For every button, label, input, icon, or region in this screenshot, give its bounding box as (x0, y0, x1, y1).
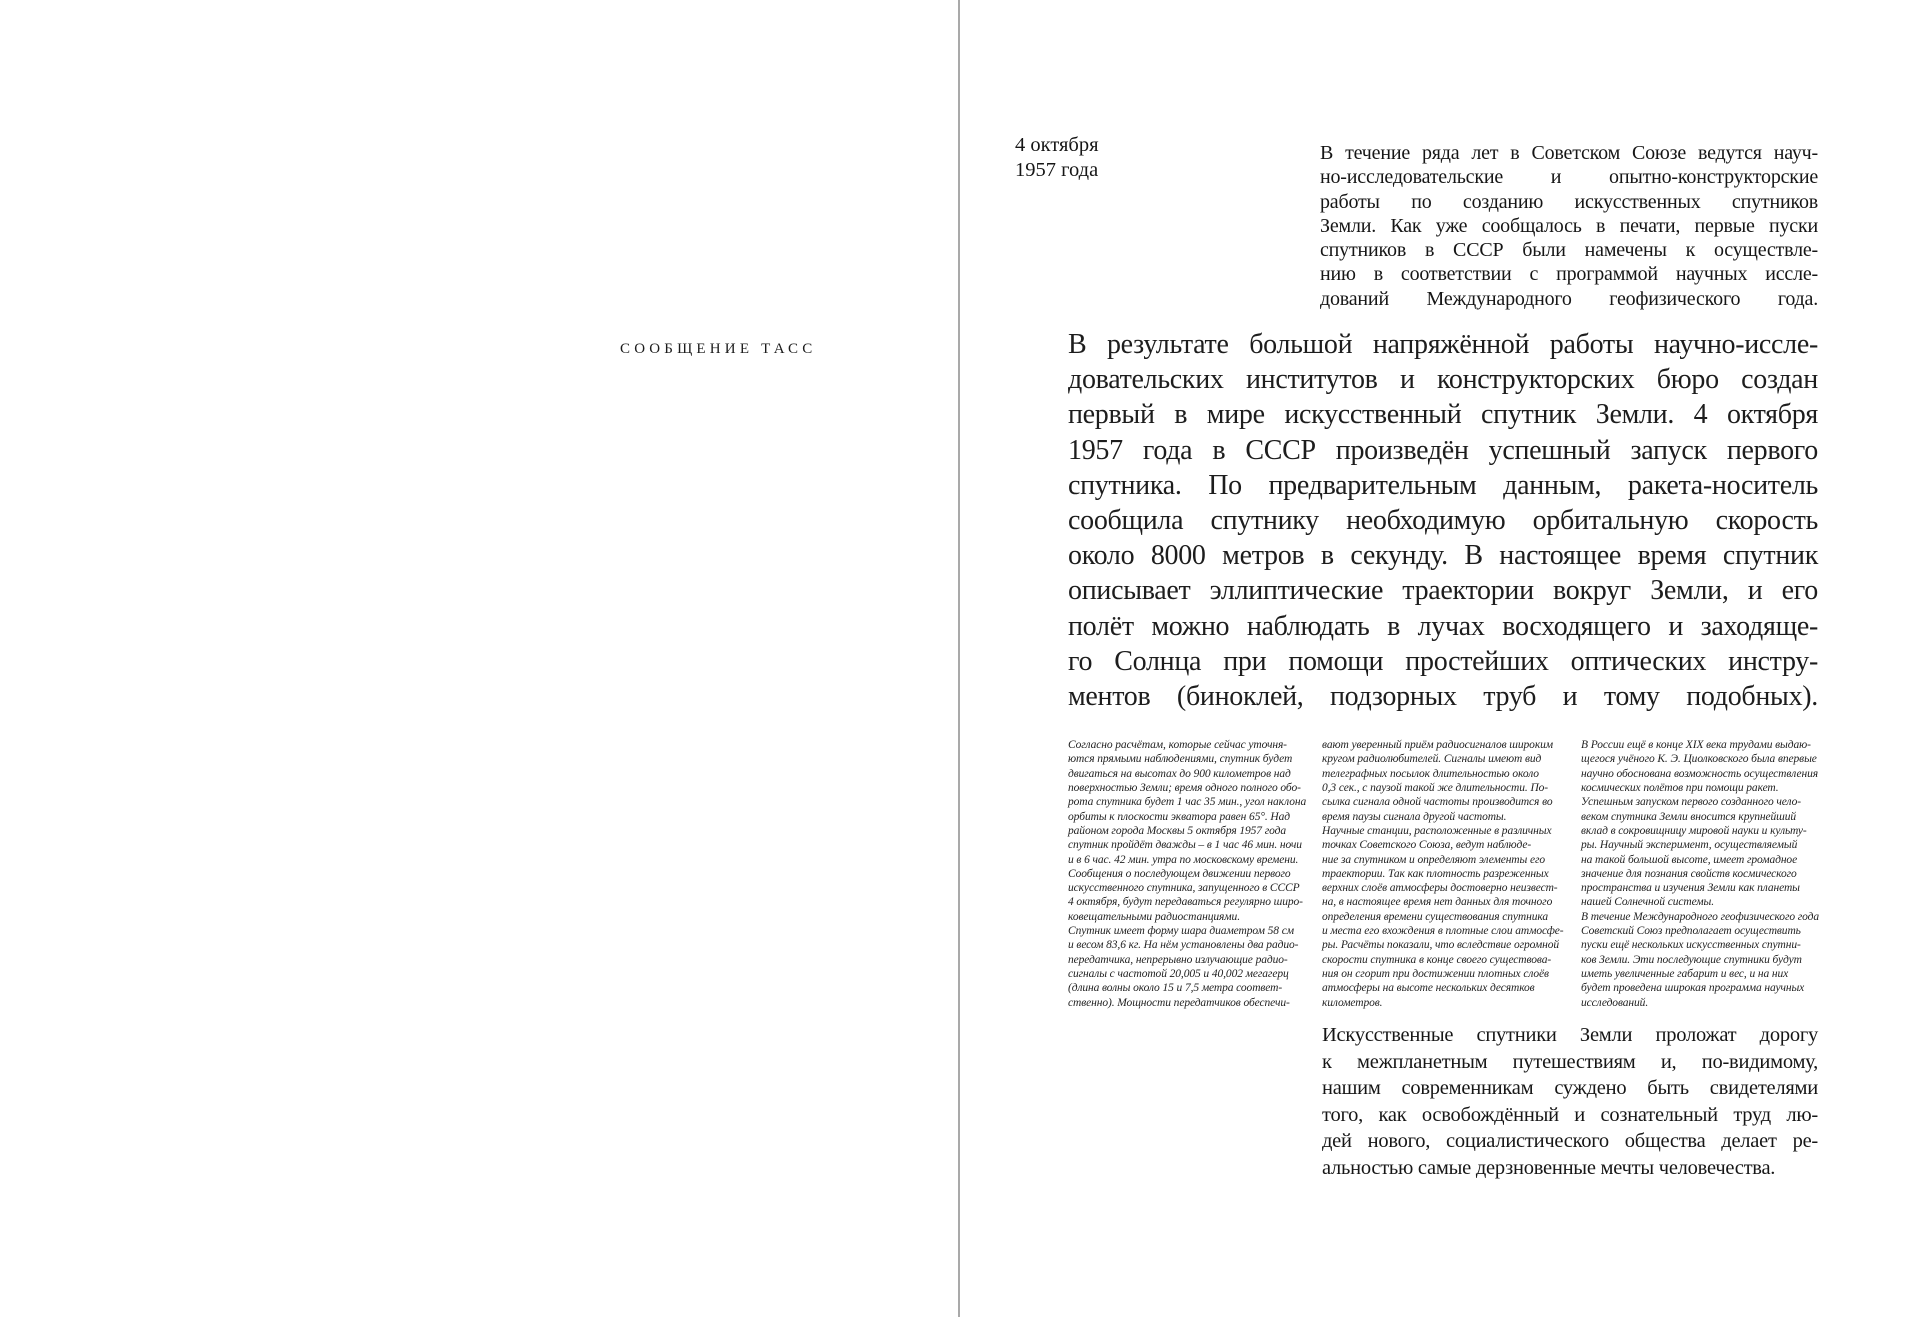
text-line: время паузы сигнала другой частоты. (1322, 810, 1507, 823)
text-line: В течение Международного геофизического года (1581, 910, 1820, 923)
text-line: веком спутника Земли вносится крупнейший (1581, 810, 1796, 823)
text-line: Успешным запуском первого созданного чело- (1581, 796, 1801, 809)
text-line: спутник пройдёт дважды – в 1 час 46 мин. ночи (1068, 839, 1302, 852)
text-line: научно обоснована возможность осуществления (1581, 767, 1818, 780)
text-line: значение для познания свойств космического (1581, 867, 1797, 880)
text-line: ние за спутником и определяют элементы его (1322, 853, 1546, 866)
text-line: В течение ряда лет в Советском Союзе ведутся науч- (1320, 142, 1818, 164)
text-line: 1957 года в СССР произведён успешный запуск первого (1068, 434, 1818, 466)
text-line: щегося учёного К. Э. Циолковского была впервые (1581, 753, 1817, 766)
text-line: ния он сгорит при достижении плотных слоёв (1322, 968, 1549, 980)
text-line: ры. Расчёты показали, что вследствие огромной (1322, 939, 1560, 952)
text-line: но-исследовательские и опытно-конструкторские (1320, 166, 1818, 189)
text-line: того, как освобождённый и сознательный труд лю- (1322, 1103, 1818, 1126)
text-line: работы по созданию искусственных спутников (1320, 190, 1818, 213)
text-line: и весом 83,6 кг. На нём установлены два радио- (1068, 939, 1299, 952)
text-line: кругом радиолюбителей. Сигналы имеют вид (1322, 753, 1542, 766)
text-line: Советский Союз предполагает осуществить (1581, 925, 1801, 938)
text-line: нашим современникам суждено быть свидетелями (1322, 1077, 1818, 1100)
tass-report-heading: СООБЩЕНИЕ ТАСС (620, 341, 817, 357)
text-line: атмосферы на высоте нескольких десятков (1322, 982, 1535, 995)
text-line: 4 октября (1015, 134, 1099, 156)
text-line: ственно). Мощности передатчиков обеспечи- (1068, 996, 1290, 1009)
closing-paragraph (1322, 1022, 1818, 1182)
text-line: сигналы с частотой 20,005 и 40,002 мегагерц (1068, 968, 1289, 980)
text-line: скорости спутника в конце своего существова- (1322, 953, 1552, 966)
text-line: километров. (1322, 996, 1383, 1009)
text-line: сылка сигнала одной частоты производится во (1322, 796, 1553, 809)
text-line: Сообщения о последующем движении первого (1068, 867, 1291, 880)
text-line: космических полётов при помощи ракет. (1581, 781, 1779, 794)
text-line: Согласно расчётам, которые сейчас уточня- (1068, 739, 1287, 751)
text-line: и места его вхождения в плотные слои атмосфе- (1322, 925, 1564, 938)
text-line: нию в соответствии с программой научных иссле- (1320, 263, 1818, 286)
text-line: точках Советского Союза, ведут наблюде- (1322, 839, 1532, 852)
text-line: телеграфных посылок длительностью около (1322, 767, 1539, 780)
text-line: В России ещё в конце XIX века трудами выдаю- (1581, 739, 1811, 751)
text-line: спутника. По предварительным данным, ракета-носитель (1068, 469, 1818, 501)
text-line: нашей Солнечной системы. (1581, 896, 1715, 909)
text-line: Искусственные спутники Земли проложат дорогу (1322, 1024, 1818, 1046)
text-line: ментов (биноклей, подзорных труб и тому подобных). (1068, 681, 1818, 713)
text-line: на, в настоящее время нет данных для точного (1322, 896, 1553, 909)
text-line: рота спутника будет 1 час 35 мин., угол наклона (1068, 796, 1307, 809)
text-line: спутников в СССР были намечены к осуществле- (1320, 239, 1818, 262)
intro-paragraph (1320, 141, 1818, 311)
text-line: поверхностью Земли; время одного полного обо- (1068, 781, 1301, 794)
text-line: Научные станции, расположенные в различных (1322, 824, 1552, 837)
text-line: 0,3 сек., с паузой такой же длительности. По- (1322, 781, 1549, 794)
text-line: ковещательными радиостанциями. (1068, 910, 1240, 923)
lead-paragraph (1068, 327, 1818, 714)
text-line: вклад в сокровищницу мировой науки и культу- (1581, 824, 1807, 837)
text-line: ются прямыми наблюдениями, спутник будет (1068, 753, 1293, 766)
text-line: иметь увеличенные габарит и вес, и на них (1581, 968, 1789, 980)
text-line: ры. Научный эксперимент, осуществляемый (1581, 839, 1798, 852)
text-line: верхних слоёв атмосферы достоверно неизвест- (1322, 882, 1558, 895)
text-line: около 8000 метров в секунду. В настоящее время спутник (1068, 540, 1818, 572)
text-line: дований Международного геофизического года. (1320, 287, 1818, 310)
text-line: вают уверенный приём радиосигналов широким (1322, 739, 1553, 751)
text-line: дей нового, социалистического общества делает ре- (1322, 1130, 1818, 1153)
text-line: альностью самые дерзновенные мечты человечества. (1322, 1156, 1776, 1179)
text-line: полёт можно наблюдать в лучах восходящего и заходяще- (1068, 610, 1818, 642)
text-line: пространства и изучения Земли как планеты (1581, 882, 1800, 895)
text-line: В результате большой напряжённой работы научно-иссле- (1068, 329, 1818, 360)
text-line: будет проведена широкая программа научных (1581, 982, 1805, 995)
footnote-column-2 (1322, 738, 1564, 1010)
text-line: 4 октября, будут передаваться регулярно широ- (1068, 896, 1303, 909)
footnote-column-3 (1581, 738, 1820, 1010)
text-line: определения времени существования спутника (1322, 910, 1549, 923)
text-line: передатчика, непрерывно излучающие радио- (1068, 953, 1288, 966)
text-line: первый в мире искусственный спутник Земли. 4 октября (1068, 399, 1818, 431)
text-line: довательских институтов и конструкторских бюро создан (1068, 364, 1818, 396)
text-line: ков Земли. Эти последующие спутники будут (1581, 953, 1802, 966)
text-line: го Солнца при помощи простейших оптических инстру- (1068, 645, 1818, 677)
text-line: Земли. Как уже сообщалось в печати, первые пуски (1320, 214, 1818, 237)
text-line: описывает эллиптические траектории вокруг Земли, и его (1068, 575, 1818, 607)
page-divider-line (958, 0, 960, 1317)
text-line: искусственного спутника, запущенного в СССР (1068, 882, 1300, 895)
text-line: сообщила спутнику необходимую орбитальную скорость (1068, 505, 1818, 537)
text-line: районом города Москвы 5 октября 1957 года (1068, 824, 1286, 837)
text-line: орбиты к плоскости экватора равен 65°. Над (1068, 810, 1290, 823)
text-line: на такой большой высоте, имеет громадное (1581, 853, 1798, 866)
text-line: (длина волны около 15 и 7,5 метра соответ- (1068, 982, 1283, 995)
text-line: двигаться на высотах до 900 километров над (1068, 767, 1291, 780)
text-line: исследований. (1581, 996, 1649, 1009)
text-line: Спутник имеет форму шара диаметром 58 см (1068, 925, 1294, 938)
text-line: траектории. Так как плотность разреженных (1322, 867, 1549, 880)
text-line: и в 6 час. 42 мин. утра по московскому времени. (1068, 853, 1299, 866)
dateline (1015, 133, 1099, 183)
text-line: 1957 года (1015, 159, 1099, 181)
text-line: пуски ещё нескольких искусственных спутни- (1581, 939, 1801, 952)
text-line: к межпланетным путешествиям и, по-видимому, (1322, 1050, 1818, 1073)
footnote-column-1 (1068, 738, 1307, 1010)
